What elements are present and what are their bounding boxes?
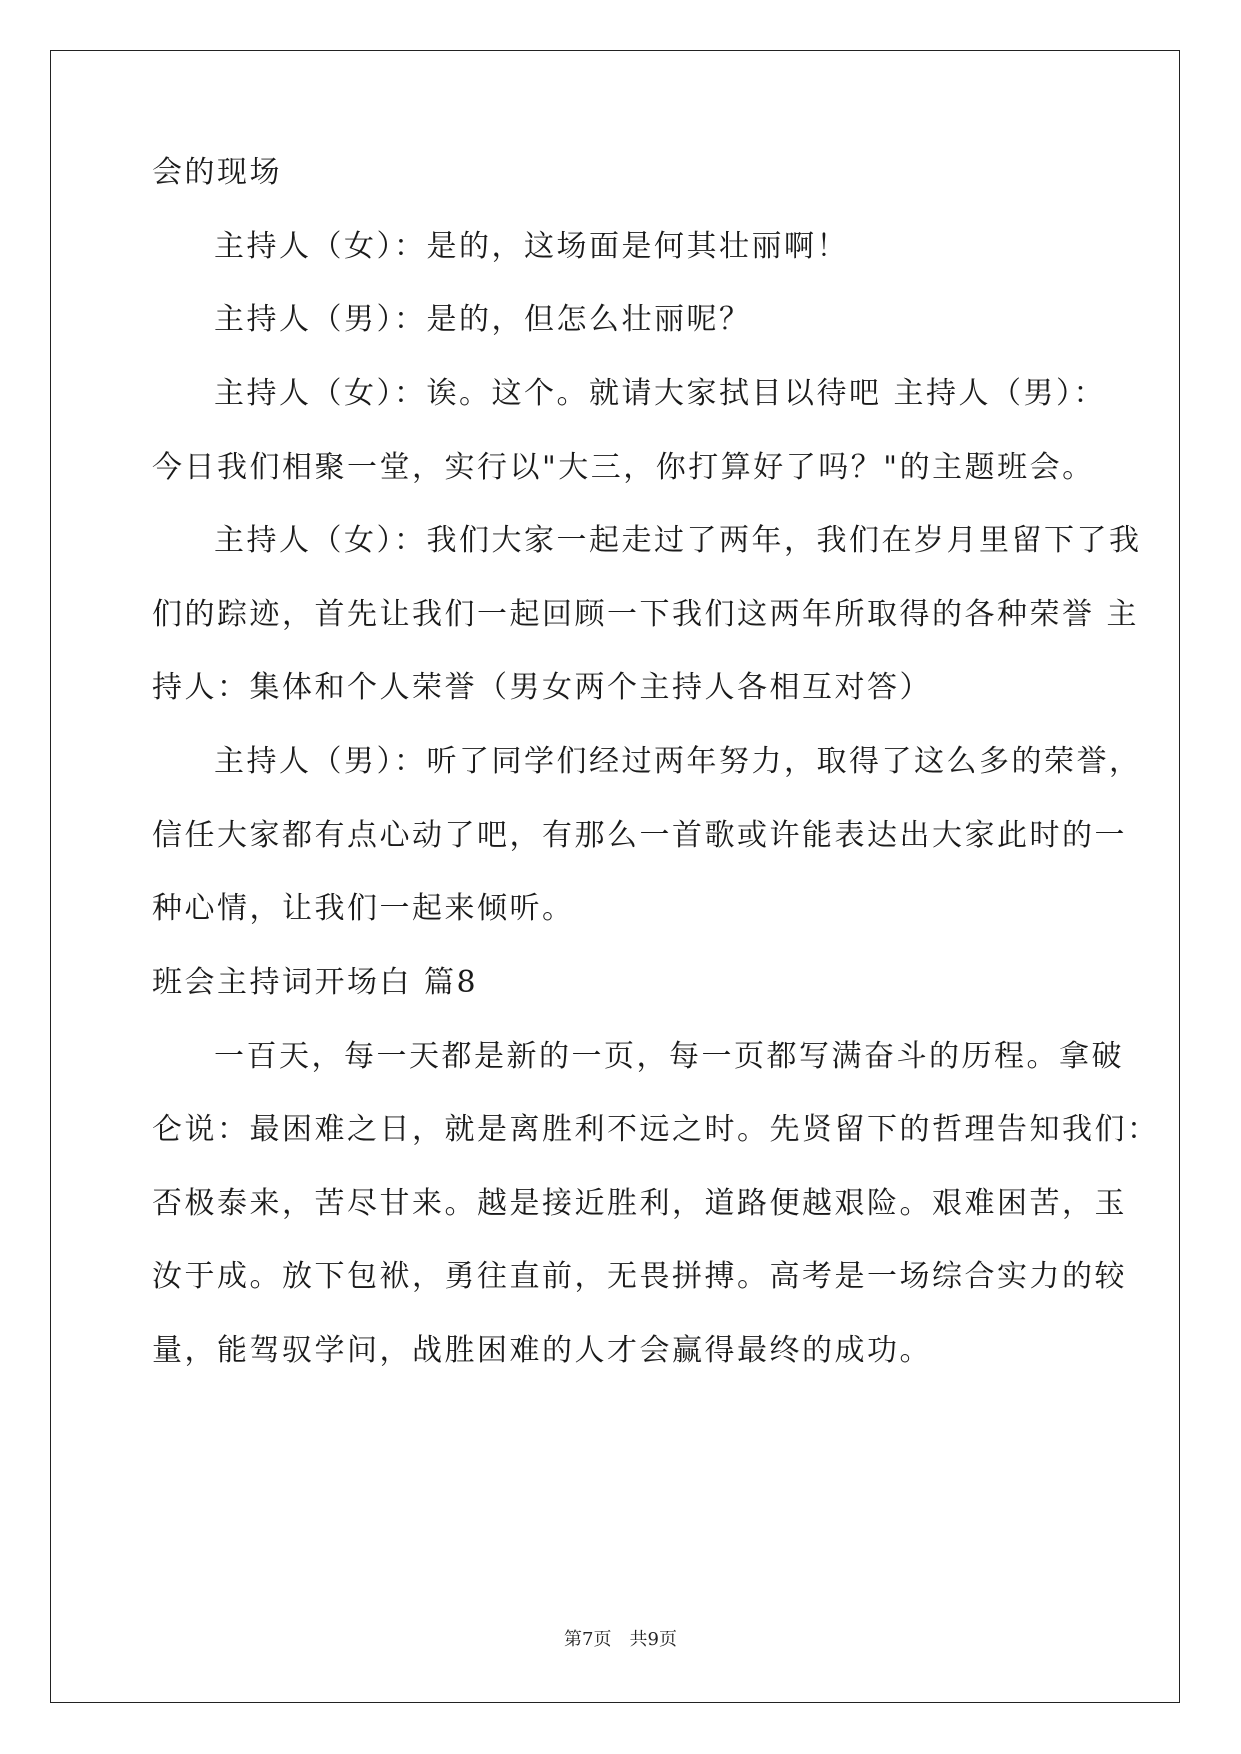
page-number: 第7页 共9页 — [564, 1629, 677, 1650]
text-line: 主持人（女）：是的，这场面是何其壮丽啊！ — [214, 229, 849, 264]
text-line: 主持人（女）：诶。这个。就请大家拭目以待吧 主持人（男）： — [214, 376, 1107, 411]
section-heading: 班会主持词开场白 篇8 — [152, 965, 479, 1000]
text-line: 仑说：最困难之日，就是离胜利不远之时。先贤留下的哲理告知我们： — [152, 1112, 1160, 1147]
text-line: 会的现场 — [152, 155, 282, 190]
text-line: 汝于成。放下包袱，勇往直前，无畏拼搏。高考是一场综合实力的较 — [152, 1259, 1127, 1294]
text-line: 信任大家都有点心动了吧，有那么一首歌或许能表达出大家此时的一 — [152, 818, 1127, 853]
text-line: 主持人（男）：听了同学们经过两年努力，取得了这么多的荣誉， — [214, 744, 1142, 779]
text-line: 一百天，每一天都是新的一页，每一页都写满奋斗的历程。拿破 — [214, 1039, 1124, 1074]
text-line: 持人：集体和个人荣誉（男女两个主持人各相互对答） — [152, 670, 932, 705]
text-line: 量，能驾驭学问，战胜困难的人才会赢得最终的成功。 — [152, 1333, 932, 1368]
text-line: 种心情，让我们一起来倾听。 — [152, 891, 575, 926]
text-line: 否极泰来，苦尽甘来。越是接近胜利，道路便越艰险。艰难困苦，玉 — [152, 1186, 1127, 1221]
text-line: 主持人（女）：我们大家一起走过了两年，我们在岁月里留下了我 — [214, 523, 1142, 558]
text-line: 们的踪迹，首先让我们一起回顾一下我们这两年所取得的各种荣誉 主 — [152, 597, 1140, 632]
text-line: 今日我们相聚一堂，实行以"大三，你打算好了吗？"的主题班会。 — [152, 450, 1095, 485]
page-border — [50, 50, 1180, 1703]
text-line: 主持人（男）：是的，但怎么壮丽呢？ — [214, 302, 752, 337]
